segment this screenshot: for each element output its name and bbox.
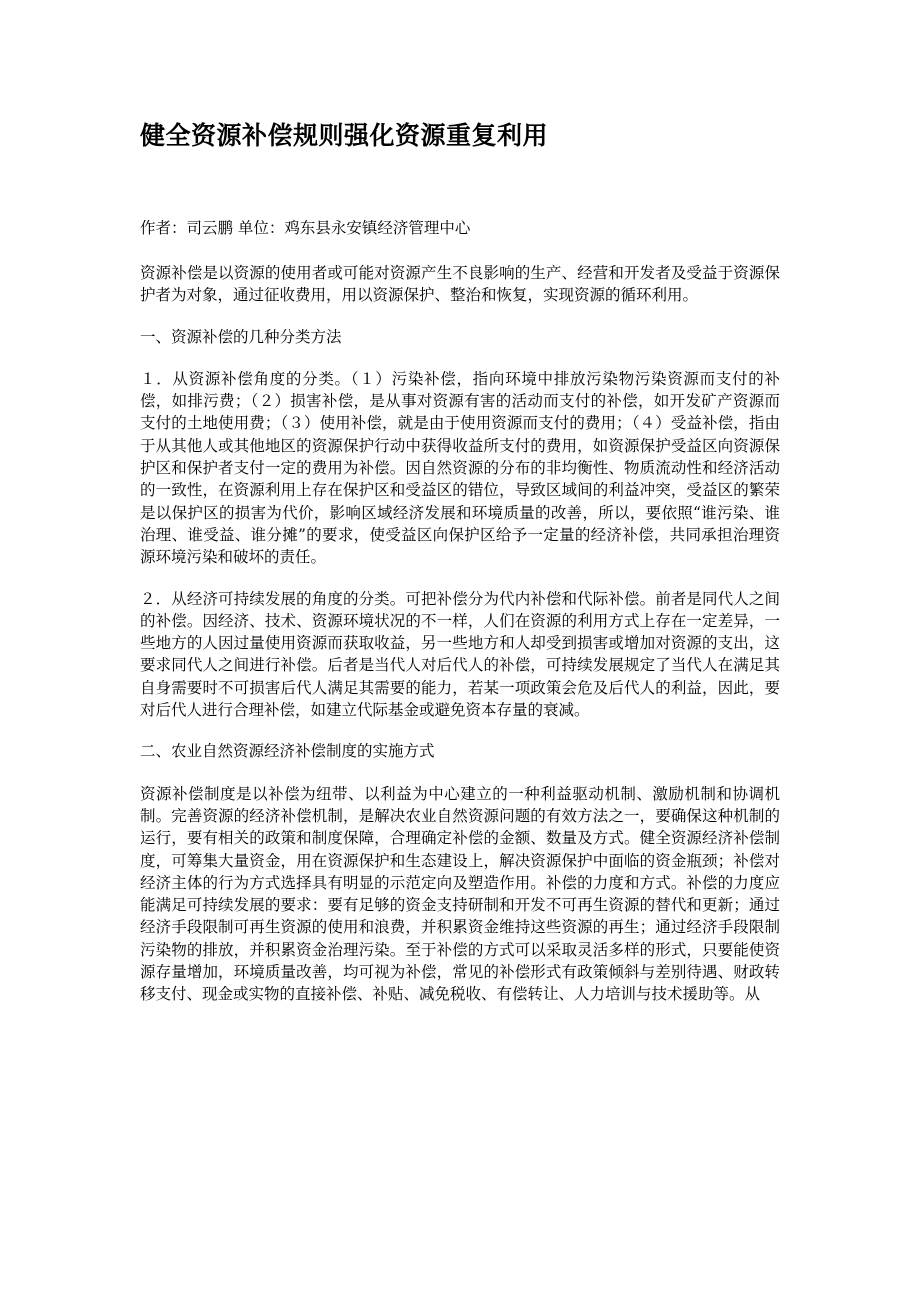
body-paragraph-2: ２．从经济可持续发展的角度的分类。可把补偿分为代内补偿和代际补偿。前者是同代人之间的补偿。因经济、技术、资源环境状况的不一样，人们在资源的利用方式上存在一定差异，一些地方的人因过量使用资源而获取收益，另一些地方和人却受到损害或增加对资源的支出，这要求同代人之间进行补偿。后者是当代人对后代人的补偿，可持续发展规定了当代人在满足其自身需要时不可损害后代人满足其需要的能力，若某一项政策会危及后代人的利益，因此，要对后代人进行合理补偿，如建立代际基金或避免资本存量的衰减。 [140,589,780,720]
section-heading-1: 一、资源补偿的几种分类方法 [140,327,342,346]
body-paragraph-3: 资源补偿制度是以补偿为纽带、以利益为中心建立的一种利益驱动机制、激励机制和协调机制。完善资源的经济补偿机制，是解决农业自然资源问题的有效方法之一，要确保这种机制的运行，要有相关的政策和制度保障，合理确定补偿的金额、数量及方式。健全资源经济补偿制度，可筹集大量资金，用在资源保护和生态建设上，解决资源保护中面临的资金瓶颈；补偿对经济主体的行为方式选择具有明显的示范定向及塑造作用。补偿的力度和方式。补偿的力度应能满足可持续发展的要求：要有足够的资金支持研制和开发不可再生资源的替代和更新；通过经济手段限制可再生资源的使用和浪费，并积累资金维持这些资源的再生；通过经济手段限制污染物的排放，并积累资金治理污染。至于补偿的方式可以采取灵活多样的形式，只要能使资源存量增加，环境质量改善，均可视为补偿，常见的补偿形式有政策倾斜与差别待遇、财政转移支付、现金或实物的直接补偿、补贴、减免税收、有偿转让、人力培训与技术援助等。从 [140,784,780,1004]
body-paragraph-1: １．从资源补偿角度的分类。（１）污染补偿，指向环境中排放污染物污染资源而支付的补偿，如排污费；（２）损害补偿，是从事对资源有害的活动而支付的补偿，如开发矿产资源而支付的土地使用费；（３）使用补偿，就是由于使用资源而支付的费用；（４）受益补偿，指由于从其他人或其他地区的资源保护行动中获得收益所支付的费用，如资源保护受益区向资源保护区和保护者支付一定的费用为补偿。因自然资源的分布的非均衡性、物质流动性和经济活动的一致性，在资源利用上存在保护区和受益区的错位，导致区域间的利益冲突，受益区的繁荣是以保护区的损害为代价，影响区域经济发展和环境质量的改善，所以，要依照“谁污染、谁治理、谁受益、谁分摊”的要求，使受益区向保护区给予一定量的经济补偿，共同承担治理资源环境污染和破坏的责任。 [140,369,780,567]
document-title: 健全资源补偿规则强化资源重复利用 [140,121,549,150]
author-byline: 作者：司云鹏 单位：鸡东县永安镇经济管理中心 [140,219,471,237]
section-heading-2: 二、农业自然资源经济补偿制度的实施方式 [140,742,435,761]
document-body [140,262,780,1025]
intro-paragraph: 资源补偿是以资源的使用者或可能对资源产生不良影响的生产、经营和开发者及受益于资源保护者为对象，通过征收费用，用以资源保护、整治和恢复，实现资源的循环利用。 [140,264,780,305]
